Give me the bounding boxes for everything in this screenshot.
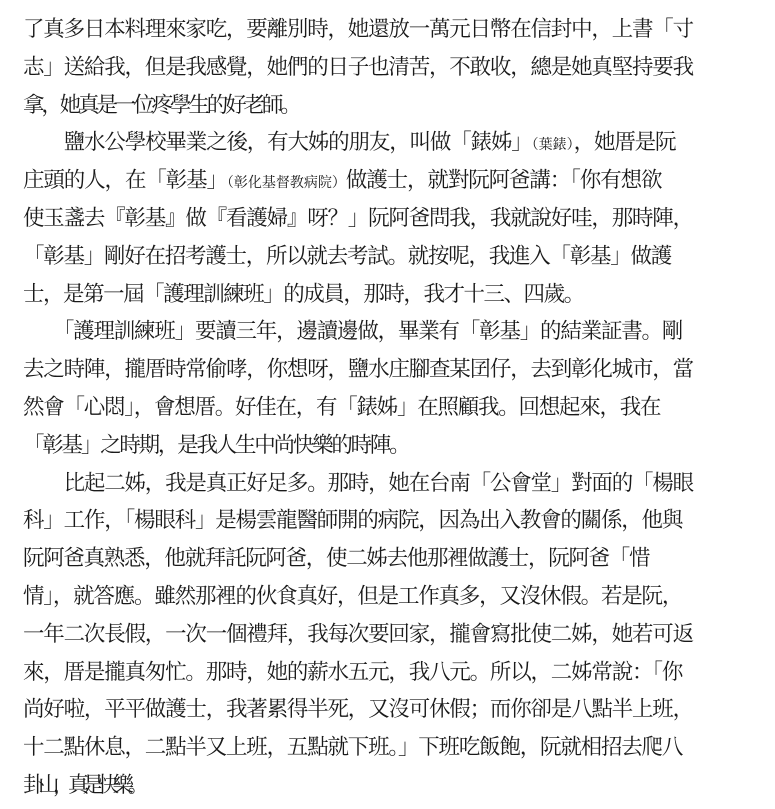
annotation-text: （彰化基督教病院） xyxy=(226,175,346,192)
text-line xyxy=(23,540,649,578)
text-segment: 卦山，真是快樂。 xyxy=(23,773,143,798)
text-line xyxy=(23,200,693,238)
text-segment: 鹽水公學校畢業之後，有大姊的朋友，叫做「錶姊」 xyxy=(23,130,532,156)
text-segment: 士，是第一屆「護理訓練班」的成員，那時，我才十三、四歲。 xyxy=(23,281,584,307)
text-line xyxy=(23,654,682,692)
text-line xyxy=(23,11,693,49)
text-segment: 尚好啦，平平做護士，我著累得半死，又沒可休假；而你卻是八點半上班， xyxy=(23,697,693,723)
text-line xyxy=(23,87,299,125)
text-segment: 使玉盞去『彰基』做『看護婦』呀？」阮阿爸問我，我就說好哇，那時陣， xyxy=(23,206,693,231)
text-line xyxy=(23,162,661,200)
text-segment: 比起二姊，我是真正好足多。那時，她在台南「公會堂」對面的「楊眼 xyxy=(23,470,693,496)
text-line xyxy=(23,729,682,767)
text-segment: 去之時陣，攏厝時常偷哮，你想呀，鹽水庄腳查某囝仔，去到彰化城市，當 xyxy=(23,357,693,383)
text-segment: 了真多日本料理來家吃，要離別時，她還放一萬元日幣在信封中，上書「寸 xyxy=(23,17,693,42)
text-segment: 阮阿爸真熟悉，他就拜託阮阿爸，使二姊去他那裡做護士，阮阿爸「惜 xyxy=(23,546,650,572)
text-line xyxy=(23,767,143,805)
text-line xyxy=(23,616,693,654)
text-line xyxy=(23,49,693,87)
text-line xyxy=(23,465,693,503)
text-line xyxy=(23,502,682,540)
text-segment: 做護士，就對阮阿爸講：「你有想欲 xyxy=(345,168,662,194)
text-segment: 情」，就答應。雖然那裡的伙食真好，但是工作真多，又沒休假。若是阮， xyxy=(23,584,683,609)
text-line xyxy=(23,578,682,616)
text-segment: ，她厝是阮 xyxy=(573,130,676,156)
text-segment: 志」送給我，但是我感覺，她們的日子也清苦，不敢收，總是她真堅持要我 xyxy=(23,54,693,80)
text-segment: 來，厝是攏真匆忙。那時，她的薪水五元，我八元。所以，二姊常說：「你 xyxy=(23,659,683,685)
text-segment: 然會「心悶」，會想厝。好佳在，有「錶姊」在照顧我。回想起來，我在 xyxy=(23,395,661,420)
text-segment: 庄頭的人，在「彰基」 xyxy=(23,168,227,194)
text-segment: 十二點休息，二點半又上班，五點就下班。」下班吃飯飽，阮就相招去爬八 xyxy=(23,735,683,761)
text-line xyxy=(23,276,584,314)
text-segment: 「護理訓練班」要讀三年，邊讀邊做，畢業有「彰基」的結業証書。剛 xyxy=(23,319,683,345)
annotation-text: （葉錶） xyxy=(531,137,574,154)
text-segment: 「彰基」之時期，是我人生中尚快樂的時陣。 xyxy=(23,432,409,458)
text-line xyxy=(23,691,693,729)
text-segment: 科」工作，「楊眼科」是楊雲龍醫師開的病院，因為出入教會的關係，他與 xyxy=(23,508,683,534)
text-line xyxy=(23,389,660,427)
text-line xyxy=(23,351,693,389)
text-line xyxy=(23,427,408,465)
text-line xyxy=(23,124,675,162)
text-line xyxy=(23,313,682,351)
text-segment: 拿，她真是一位疼學生的好老師。 xyxy=(23,92,299,118)
text-line xyxy=(23,238,671,276)
text-segment: 「彰基」剛好在招考護士，所以就去考試。就按呢，我進入「彰基」做護 xyxy=(23,243,672,269)
text-segment: 一年二次長假，一次一個禮拜，我每次要回家，攏會寫批使二姊，她若可返 xyxy=(23,621,693,647)
